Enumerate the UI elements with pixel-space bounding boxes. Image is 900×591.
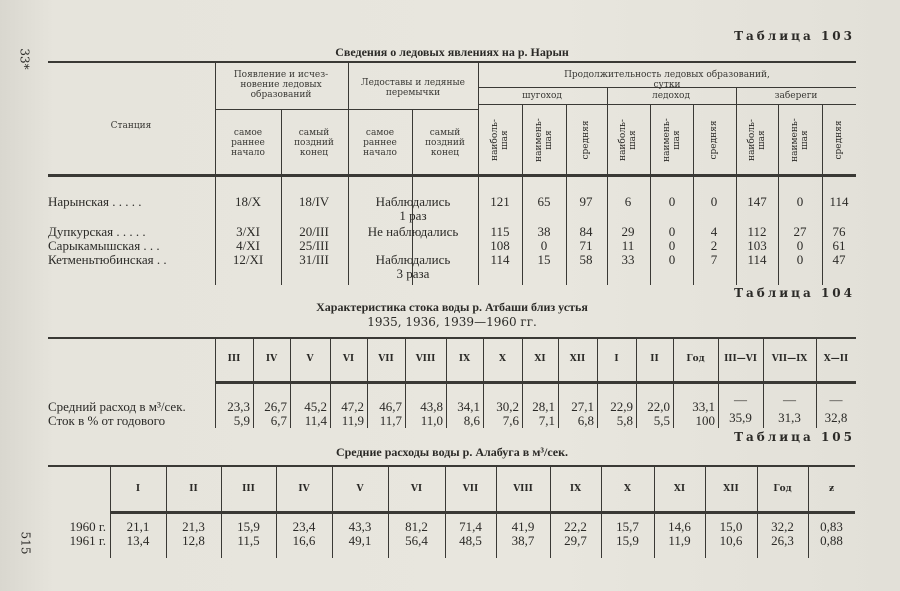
cell-value: 11,9 bbox=[341, 412, 364, 428]
column-header: VII bbox=[378, 354, 394, 365]
cell-value: — bbox=[783, 391, 796, 407]
cell-value: 6,7 bbox=[270, 412, 287, 428]
duration-subheader: наиболь- шая bbox=[747, 119, 767, 161]
duration-value: 0 bbox=[668, 237, 676, 253]
column-header: III bbox=[242, 484, 255, 495]
latest-end: 31/III bbox=[299, 251, 329, 267]
column-header: XI bbox=[673, 484, 686, 495]
station-header: Станция bbox=[110, 121, 152, 132]
rule bbox=[215, 109, 478, 110]
cell-value: 21,1 bbox=[126, 518, 150, 534]
row-label: 1960 г. bbox=[69, 518, 106, 534]
column-header: VIII bbox=[415, 354, 436, 365]
cell-value: 15,7 bbox=[616, 518, 639, 534]
column-divider bbox=[597, 338, 598, 428]
duration-subheader: средняя bbox=[581, 120, 591, 160]
column-header: II bbox=[189, 484, 198, 495]
station-name: Кетменьтюбинская . . bbox=[48, 251, 167, 267]
cell-value: 28,1 bbox=[532, 398, 555, 414]
column-divider bbox=[522, 105, 523, 285]
duration-subheader: наимень- шая bbox=[790, 118, 810, 162]
column-divider bbox=[705, 466, 706, 558]
column-header: Год bbox=[773, 484, 792, 495]
duration-subheader: средняя bbox=[834, 120, 844, 160]
column-divider bbox=[332, 466, 333, 558]
duration-subheader: средняя bbox=[709, 120, 719, 160]
latest-end: 20/III bbox=[299, 223, 329, 239]
column-header: III bbox=[227, 354, 241, 365]
cell-value: 41,9 bbox=[511, 518, 535, 534]
column-divider bbox=[522, 338, 523, 428]
cell-value: 15,0 bbox=[719, 518, 743, 534]
cell-value: 45,2 bbox=[304, 398, 327, 414]
column-divider bbox=[636, 338, 637, 428]
cell-value: 29,7 bbox=[564, 532, 587, 548]
duration-header: Продолжительность ледовых образований, сутки bbox=[564, 70, 770, 91]
column-header: VII bbox=[462, 484, 479, 495]
column-header: ƶ bbox=[828, 484, 835, 495]
column-divider bbox=[673, 338, 674, 428]
table-104-title: Характеристика стока воды р. Атбаши близ устья bbox=[316, 300, 588, 314]
column-header: IV bbox=[298, 484, 310, 495]
duration-value: 65 bbox=[537, 193, 551, 209]
cell-value: 5,5 bbox=[653, 412, 670, 428]
column-header: I bbox=[135, 484, 141, 495]
cell-value: 81,2 bbox=[405, 518, 428, 534]
column-divider bbox=[110, 466, 111, 558]
cell-value: 48,5 bbox=[459, 532, 482, 548]
cell-value: 15,9 bbox=[616, 532, 639, 548]
column-header: I bbox=[614, 354, 619, 365]
column-divider bbox=[253, 338, 254, 428]
row-label: Средний расход в м³/сек. bbox=[48, 398, 186, 414]
duration-value: 15 bbox=[537, 251, 551, 267]
column-divider bbox=[718, 338, 719, 428]
column-header: X bbox=[624, 484, 631, 495]
duration-value: 0 bbox=[796, 251, 804, 267]
cell-value: 5,9 bbox=[233, 412, 250, 428]
cell-value: 23,4 bbox=[292, 518, 316, 534]
duration-value: 38 bbox=[537, 223, 551, 239]
duration-value: 103 bbox=[747, 237, 767, 253]
column-header: V bbox=[306, 354, 314, 365]
cell-value: 32,2 bbox=[771, 518, 794, 534]
cell-value: 32,8 bbox=[824, 409, 848, 425]
duration-value: 71 bbox=[579, 237, 593, 253]
station-name: Нарынская . . . . . bbox=[48, 193, 142, 209]
rule bbox=[478, 104, 856, 105]
duration-group-header: ледоход bbox=[651, 91, 691, 102]
column-header: IV bbox=[265, 354, 278, 365]
cell-value: 11,0 bbox=[420, 412, 443, 428]
subheader-sub-late: самый поздний конец bbox=[294, 128, 334, 158]
column-header: VII—IX bbox=[771, 354, 808, 365]
column-divider bbox=[446, 338, 447, 428]
cell-value: 56,4 bbox=[405, 532, 428, 548]
latest-end: 25/III bbox=[299, 237, 329, 253]
column-divider bbox=[816, 338, 817, 428]
table-105-title: Средние расходы воды р. Алабуга в м³/сек. bbox=[335, 445, 569, 459]
column-divider bbox=[281, 110, 282, 285]
cell-value: 14,6 bbox=[668, 518, 691, 534]
duration-value: 2 bbox=[710, 237, 718, 253]
appearance-header: Появление и исчез- новение ледовых образований bbox=[233, 70, 329, 100]
earliest-start: 12/XI bbox=[232, 251, 264, 267]
duration-value: 108 bbox=[490, 237, 510, 253]
cell-value: 30,2 bbox=[496, 398, 519, 414]
column-divider bbox=[566, 105, 567, 285]
column-divider bbox=[650, 105, 651, 285]
cell-value: 11,5 bbox=[237, 532, 260, 548]
duration-value: 4 bbox=[710, 223, 718, 239]
column-header: VIII bbox=[513, 484, 533, 495]
ice-cover-note: 1 раз bbox=[399, 207, 427, 223]
cell-value: 11,7 bbox=[379, 412, 402, 428]
cell-value: — bbox=[829, 391, 843, 407]
cell-value: 100 bbox=[695, 412, 715, 428]
cell-value: — bbox=[734, 391, 747, 407]
duration-value: 61 bbox=[832, 237, 846, 253]
column-divider bbox=[166, 466, 167, 558]
duration-value: 0 bbox=[796, 193, 804, 209]
column-divider bbox=[367, 338, 368, 428]
table-104-subtitle: 1935, 1936, 1939—1960 гг. bbox=[367, 315, 537, 329]
row-label: 1961 г. bbox=[69, 532, 106, 548]
cell-value: 7,6 bbox=[502, 412, 519, 428]
column-divider bbox=[822, 105, 823, 285]
column-divider bbox=[693, 105, 694, 285]
subheader-sub-late: самый поздний конец bbox=[425, 128, 465, 158]
column-divider bbox=[654, 466, 655, 558]
table-103-label: Таблица 103 bbox=[734, 29, 855, 43]
duration-value: 112 bbox=[747, 223, 767, 239]
column-divider bbox=[388, 466, 389, 558]
cell-value: 43,8 bbox=[420, 398, 443, 414]
duration-group-header: забереги bbox=[774, 91, 818, 102]
cell-value: 22,9 bbox=[610, 398, 633, 414]
column-divider bbox=[483, 338, 484, 428]
cell-value: 10,6 bbox=[719, 532, 743, 548]
cell-value: 49,1 bbox=[348, 532, 372, 548]
column-divider bbox=[405, 338, 406, 428]
column-header: X—II bbox=[823, 354, 849, 365]
cell-value: 35,9 bbox=[729, 409, 752, 425]
cell-value: 27,1 bbox=[571, 398, 594, 414]
duration-value: 114 bbox=[747, 251, 767, 267]
cell-value: 13,4 bbox=[126, 532, 150, 548]
column-header: IX bbox=[458, 354, 471, 365]
ice-cover-note: 3 раза bbox=[396, 265, 430, 281]
column-divider bbox=[478, 62, 479, 285]
column-divider bbox=[757, 466, 758, 558]
cell-value: 5,8 bbox=[616, 412, 633, 428]
ice-cover-note: Наблюдались bbox=[375, 251, 451, 267]
duration-value: 147 bbox=[747, 193, 767, 209]
station-name: Сарыкамышская . . . bbox=[48, 237, 160, 253]
rule bbox=[48, 174, 856, 177]
column-header: IX bbox=[569, 484, 582, 495]
cell-value: 22,2 bbox=[564, 518, 587, 534]
column-header: XII bbox=[723, 484, 739, 495]
cell-value: 12,8 bbox=[182, 532, 205, 548]
duration-value: 33 bbox=[621, 251, 635, 267]
column-header: II bbox=[650, 354, 659, 365]
column-divider bbox=[607, 88, 608, 285]
cell-value: 7,1 bbox=[538, 412, 555, 428]
cell-value: 6,8 bbox=[577, 412, 594, 428]
cell-value: 34,1 bbox=[457, 398, 480, 414]
cell-value: 46,7 bbox=[379, 398, 402, 414]
cell-value: 16,6 bbox=[292, 532, 316, 548]
duration-value: 0 bbox=[796, 237, 804, 253]
duration-value: 47 bbox=[832, 251, 846, 267]
cell-value: 31,3 bbox=[778, 409, 801, 425]
cell-value: 43,3 bbox=[348, 518, 372, 534]
cell-value: 47,2 bbox=[341, 398, 364, 414]
cell-value: 8,6 bbox=[463, 412, 480, 428]
column-divider bbox=[221, 466, 222, 558]
duration-subheader: наиболь- шая bbox=[490, 119, 510, 161]
column-divider bbox=[348, 62, 349, 285]
duration-subheader: наимень- шая bbox=[534, 118, 554, 162]
duration-value: 0 bbox=[668, 251, 676, 267]
duration-value: 27 bbox=[793, 223, 807, 239]
cell-value: 0,83 bbox=[820, 518, 843, 534]
rule bbox=[215, 381, 856, 384]
duration-value: 76 bbox=[832, 223, 846, 239]
column-divider bbox=[445, 466, 446, 558]
cell-value: 26,7 bbox=[264, 398, 287, 414]
rule bbox=[48, 61, 856, 63]
duration-value: 0 bbox=[710, 193, 718, 209]
duration-subheader: наиболь- шая bbox=[618, 119, 638, 161]
column-header: VI bbox=[410, 484, 423, 495]
duration-value: 0 bbox=[668, 193, 676, 209]
column-divider bbox=[558, 338, 559, 428]
column-header: X bbox=[499, 354, 506, 365]
duration-value: 84 bbox=[579, 223, 593, 239]
duration-value: 29 bbox=[621, 223, 635, 239]
cell-value: 15,9 bbox=[237, 518, 260, 534]
column-divider bbox=[808, 466, 809, 558]
column-header: V bbox=[356, 484, 364, 495]
duration-value: 58 bbox=[579, 251, 593, 267]
column-divider bbox=[601, 466, 602, 558]
column-divider bbox=[290, 338, 291, 428]
ice-header: Ледоставы и ледяные перемычки bbox=[361, 78, 465, 98]
table-103-title: Сведения о ледовых явлениях на р. Нарын bbox=[335, 45, 569, 59]
column-header: III—VI bbox=[724, 354, 757, 365]
duration-value: 11 bbox=[621, 237, 635, 253]
column-divider bbox=[736, 88, 737, 285]
earliest-start: 18/X bbox=[235, 193, 261, 209]
earliest-start: 3/XI bbox=[236, 223, 260, 239]
duration-value: 0 bbox=[668, 223, 676, 239]
cell-value: 26,3 bbox=[771, 532, 794, 548]
column-divider bbox=[496, 466, 497, 558]
earliest-start: 4/XI bbox=[236, 237, 260, 253]
cell-value: 22,0 bbox=[647, 398, 670, 414]
cell-value: 38,7 bbox=[511, 532, 535, 548]
column-divider bbox=[330, 338, 331, 428]
table-104-label: Таблица 104 bbox=[734, 286, 855, 300]
duration-group-header: шугоход bbox=[522, 91, 562, 102]
cell-value: 21,3 bbox=[182, 518, 205, 534]
row-label: Сток в % от годового bbox=[48, 412, 166, 428]
latest-end: 18/IV bbox=[298, 193, 330, 209]
duration-value: 7 bbox=[710, 251, 718, 267]
cell-value: 0,88 bbox=[820, 532, 843, 548]
column-divider bbox=[550, 466, 551, 558]
page-number-bottom: 515 bbox=[18, 531, 33, 555]
column-header: XII bbox=[569, 354, 586, 365]
duration-value: 114 bbox=[829, 193, 849, 209]
subheader-sub-early: самое раннее начало bbox=[231, 128, 265, 158]
cell-value: 33,1 bbox=[692, 398, 715, 414]
column-divider bbox=[763, 338, 764, 428]
duration-subheader: наимень- шая bbox=[662, 118, 682, 162]
rule bbox=[48, 337, 856, 339]
column-header: VI bbox=[342, 354, 355, 365]
ice-cover-note: Наблюдались bbox=[375, 193, 451, 209]
column-divider bbox=[215, 338, 216, 428]
duration-value: 115 bbox=[490, 223, 510, 239]
cell-value: 23,3 bbox=[227, 398, 250, 414]
cell-value: 11,9 bbox=[668, 532, 691, 548]
subheader-sub-early: самое раннее начало bbox=[363, 128, 397, 158]
column-header: XI bbox=[534, 354, 546, 365]
duration-value: 121 bbox=[490, 193, 510, 209]
table-105-label: Таблица 105 bbox=[734, 430, 855, 444]
duration-value: 97 bbox=[579, 193, 593, 209]
duration-value: 0 bbox=[540, 237, 548, 253]
column-divider bbox=[215, 62, 216, 285]
station-name: Дупкурская . . . . . bbox=[48, 223, 146, 239]
column-divider bbox=[778, 105, 779, 285]
ice-cover-note: Не наблюдались bbox=[367, 223, 459, 239]
duration-value: 6 bbox=[624, 193, 632, 209]
cell-value: 11,4 bbox=[304, 412, 327, 428]
column-header: Год bbox=[686, 354, 705, 365]
page-number-top: 33* bbox=[17, 48, 32, 70]
column-divider bbox=[276, 466, 277, 558]
rule bbox=[48, 465, 855, 467]
cell-value: 71,4 bbox=[459, 518, 482, 534]
duration-value: 114 bbox=[490, 251, 510, 267]
